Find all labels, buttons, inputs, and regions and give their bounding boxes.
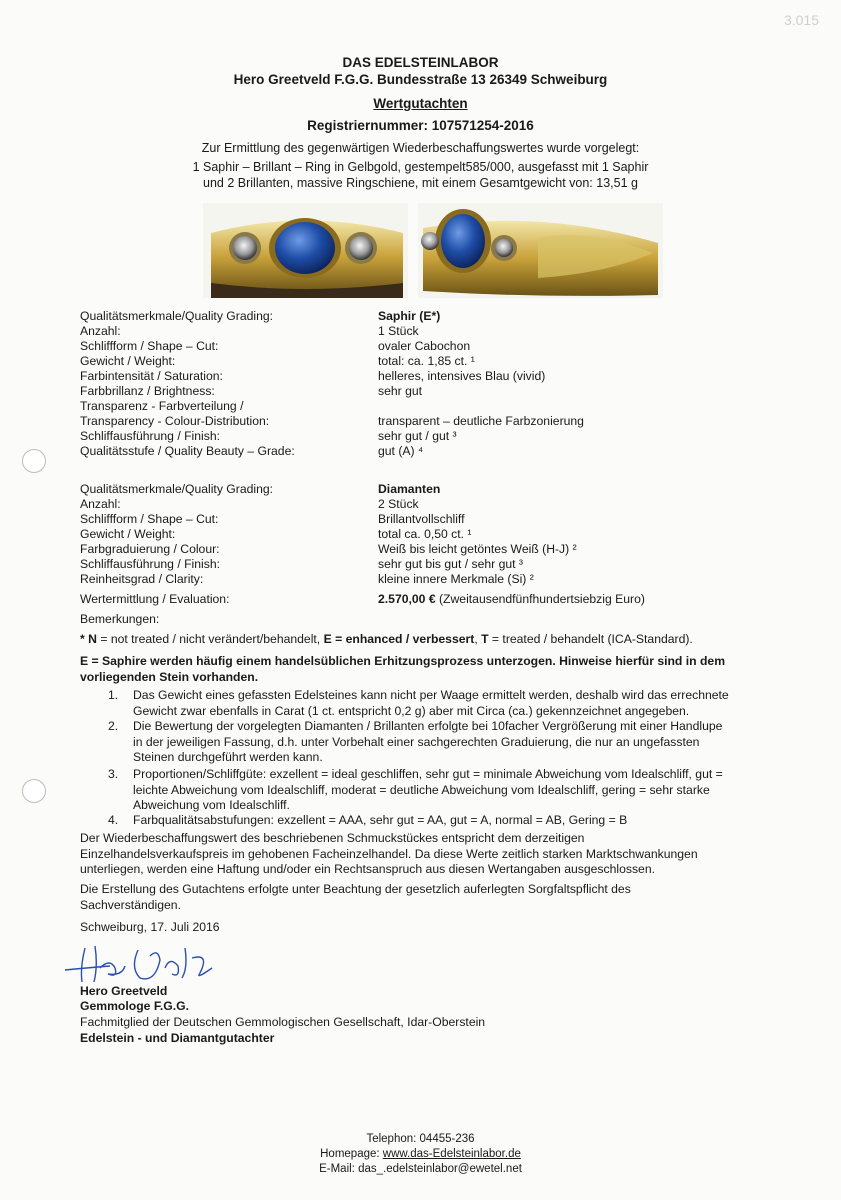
footnote-number: 1. bbox=[108, 688, 119, 702]
sapphire-label: Gewicht / Weight: bbox=[80, 354, 176, 368]
sapphire-label: Transparency - Colour-Distribution: bbox=[80, 414, 270, 428]
sapphire-label: Farbbrillanz / Brightness: bbox=[80, 384, 215, 398]
place-date: Schweiburg, 17. Juli 2016 bbox=[80, 920, 220, 934]
ring-photo-front bbox=[203, 203, 408, 298]
intro-text: Zur Ermittlung des gegenwärtigen Wiederbeschaffungswertes wurde vorgelegt: bbox=[201, 141, 640, 155]
ring-photo-side bbox=[418, 203, 663, 298]
lab-name: DAS EDELSTEINLABOR bbox=[342, 55, 499, 70]
enhancement-note-line: vorliegenden Stein vorhanden. bbox=[80, 669, 259, 684]
footnote-text bbox=[133, 767, 785, 814]
diamond-label: Schliffausführung / Finish: bbox=[80, 557, 221, 571]
footnote-line: leichte Abweichung vom Idealschliff, moderat = deutliche Abweichung vom Idealschliff, gering = sehr starke bbox=[133, 782, 710, 797]
sapphire-label: Qualitätsstufe / Quality Beauty – Grade: bbox=[80, 444, 295, 458]
sapphire-label: Qualitätsmerkmale/Quality Grading: bbox=[80, 309, 274, 323]
diamond-value: sehr gut bis gut / sehr gut ³ bbox=[378, 557, 523, 571]
evaluation-amount: 2.570,00 € bbox=[378, 592, 436, 606]
footnote-line: Steinen durchgeführt werden kann. bbox=[133, 750, 323, 764]
evaluation-label: Wertermittlung / Evaluation: bbox=[80, 592, 230, 606]
diamond-label: Qualitätsmerkmale/Quality Grading: bbox=[80, 482, 274, 496]
homepage-link[interactable]: www.das-Edelsteinlabor.de bbox=[382, 1148, 521, 1160]
signatory-membership: Fachmitglied der Deutschen Gemmologischen Gesellschaft, Idar-Oberstein bbox=[80, 1015, 486, 1029]
diamond-label: Reinheitsgrad / Clarity: bbox=[80, 572, 204, 586]
evaluation-words: (Zweitausendfünfhundertsiebzig Euro) bbox=[435, 592, 645, 606]
diamond-value: total ca. 0,50 ct. ¹ bbox=[378, 527, 472, 541]
document-title: Wertgutachten bbox=[373, 96, 468, 111]
sapphire-label: Transparenz - Farbverteilung / bbox=[80, 399, 244, 413]
signatory-title: Gemmologe F.G.G. bbox=[80, 999, 190, 1013]
footnote-line: Proportionen/Schliffgüte: exzellent = ideal geschliffen, sehr gut = minimale Abweichung vom Idealschliff, gut = bbox=[133, 767, 723, 781]
sapphire-value: transparent – deutliche Farbzonierung bbox=[378, 414, 584, 428]
legend-n-code: * N bbox=[80, 632, 97, 646]
remarks-label: Bemerkungen: bbox=[80, 612, 160, 626]
sapphire-label: Anzahl: bbox=[80, 324, 121, 338]
footnote-number: 2. bbox=[108, 719, 119, 733]
footnote-line: Farbqualitätsabstufungen: exzellent = AAA, sehr gut = AA, gut = A, normal = AB, Gering = B bbox=[133, 813, 628, 827]
diamond-value: Brillantvollschliff bbox=[378, 512, 465, 526]
legend-n-text: = not treated / nicht verändert/behandelt, bbox=[96, 632, 324, 646]
evaluation-value bbox=[378, 592, 645, 606]
diamond-label: Anzahl: bbox=[80, 497, 121, 511]
footnote-line: in der jeweiligen Fassung, d.h. unter Vorbehalt einer sachgerechten Graduierung, die nur an ungefassten bbox=[133, 734, 700, 749]
legend-sep: , bbox=[474, 632, 482, 646]
handwritten-signature bbox=[60, 938, 230, 988]
diamond-value: 2 Stück bbox=[378, 497, 419, 511]
enhancement-note bbox=[80, 654, 780, 685]
footnote-line: Die Bewertung der vorgelegten Diamanten / Brillanten erfolgte bei 10facher Vergrößerung mit einer Handlupe bbox=[133, 719, 723, 733]
diamond-value: Weiß bis leicht getöntes Weiß (H-J) ² bbox=[378, 542, 577, 556]
footnote-text bbox=[133, 719, 785, 766]
registration-number: Registriernummer: 107571254-2016 bbox=[307, 118, 534, 133]
paragraph-line: Einzelhandelsverkaufspreis im gehobenen Facheinzelhandel. Da diese Werte zeitlich starken Marktschwankungen bbox=[80, 846, 698, 861]
diamond-label: Farbgraduierung / Colour: bbox=[80, 542, 220, 556]
signatory-name: Hero Greetveld bbox=[80, 984, 168, 998]
legend-t-code: T bbox=[481, 632, 489, 646]
footnote-line: Das Gewicht eines gefassten Edelsteines kann nicht per Waage ermittelt werden, deshalb wird das errechnete bbox=[133, 688, 729, 702]
diamond-label: Schliffform / Shape – Cut: bbox=[80, 512, 219, 526]
diligence-paragraph bbox=[80, 882, 780, 913]
item-description-line: 1 Saphir – Brillant – Ring in Gelbgold, gestempelt585/000, ausgefasst mit 1 Saphir bbox=[192, 160, 649, 174]
sapphire-value: 1 Stück bbox=[378, 324, 419, 338]
punch-hole bbox=[22, 779, 46, 803]
homepage-label: Homepage: bbox=[320, 1148, 383, 1160]
footer-homepage bbox=[0, 1148, 841, 1160]
footnote-text bbox=[133, 688, 785, 719]
sapphire-value: helleres, intensives Blau (vivid) bbox=[378, 369, 546, 383]
enhancement-note-line: E = Saphire werden häufig einem handelsüblichen Erhitzungsprozess unterzogen. Hinweise hierfür sind in dem bbox=[80, 654, 726, 668]
paragraph-line: Der Wiederbeschaffungswert des beschriebenen Schmuckstückes entspricht dem derzeitigen bbox=[80, 831, 585, 845]
footnote-line: Gewicht zwar ebenfalls in Carat (1 ct. entspricht 0,2 g) aber mit Circa (ca.) gekennzeichnet angegeben. bbox=[133, 703, 690, 718]
footer-phone: Telephon: 04455-236 bbox=[366, 1133, 475, 1145]
diamond-label: Gewicht / Weight: bbox=[80, 527, 176, 541]
paragraph-line: Sachverständigen. bbox=[80, 897, 181, 912]
footnote-number: 4. bbox=[108, 813, 119, 827]
treatment-legend bbox=[80, 632, 693, 646]
corner-number: 3.015 bbox=[783, 12, 819, 28]
sapphire-value: gut (A) ⁴ bbox=[378, 444, 424, 458]
item-description-line: und 2 Brillanten, massive Ringschiene, mit einem Gesamtgewicht von: 13,51 g bbox=[203, 176, 638, 190]
paragraph-line: unterliegen, werden eine Haftung und/oder ein Rechtsanspruch aus diesen Wertangaben ausgeschlossen. bbox=[80, 862, 656, 876]
sapphire-label: Schliffform / Shape – Cut: bbox=[80, 339, 219, 353]
sapphire-value: sehr gut / gut ³ bbox=[378, 429, 457, 443]
legend-e-code: E = enhanced / verbessert bbox=[323, 632, 475, 646]
footnote-line: Abweichung vom Idealschliff. bbox=[133, 798, 290, 812]
liability-paragraph bbox=[80, 831, 780, 878]
signatory-role: Edelstein - und Diamantgutachter bbox=[80, 1031, 275, 1045]
sapphire-value: Saphir (E*) bbox=[378, 309, 441, 323]
diamond-value: Diamanten bbox=[378, 482, 441, 496]
sapphire-value: sehr gut bbox=[378, 384, 423, 398]
sapphire-value: total: ca. 1,85 ct. ¹ bbox=[378, 354, 475, 368]
diamond-value: kleine innere Merkmale (Si) ² bbox=[378, 572, 534, 586]
legend-t-text: = treated / behandelt (ICA-Standard). bbox=[488, 632, 693, 646]
footer-email[interactable]: E-Mail: das_.edelsteinlabor@ewetel.net bbox=[319, 1163, 522, 1175]
sapphire-label: Schliffausführung / Finish: bbox=[80, 429, 221, 443]
ring-photos bbox=[203, 203, 663, 298]
punch-hole bbox=[22, 449, 46, 473]
sapphire-value: ovaler Cabochon bbox=[378, 339, 471, 353]
footnote-text bbox=[133, 813, 785, 829]
sapphire-label: Farbintensität / Saturation: bbox=[80, 369, 223, 383]
lab-address: Hero Greetveld F.G.G. Bundesstraße 13 26349 Schweiburg bbox=[233, 72, 608, 87]
footnote-number: 3. bbox=[108, 767, 119, 781]
paragraph-line: Die Erstellung des Gutachtens erfolgte unter Beachtung der gesetzlich auferlegten Sorgfaltspflicht des bbox=[80, 882, 631, 896]
